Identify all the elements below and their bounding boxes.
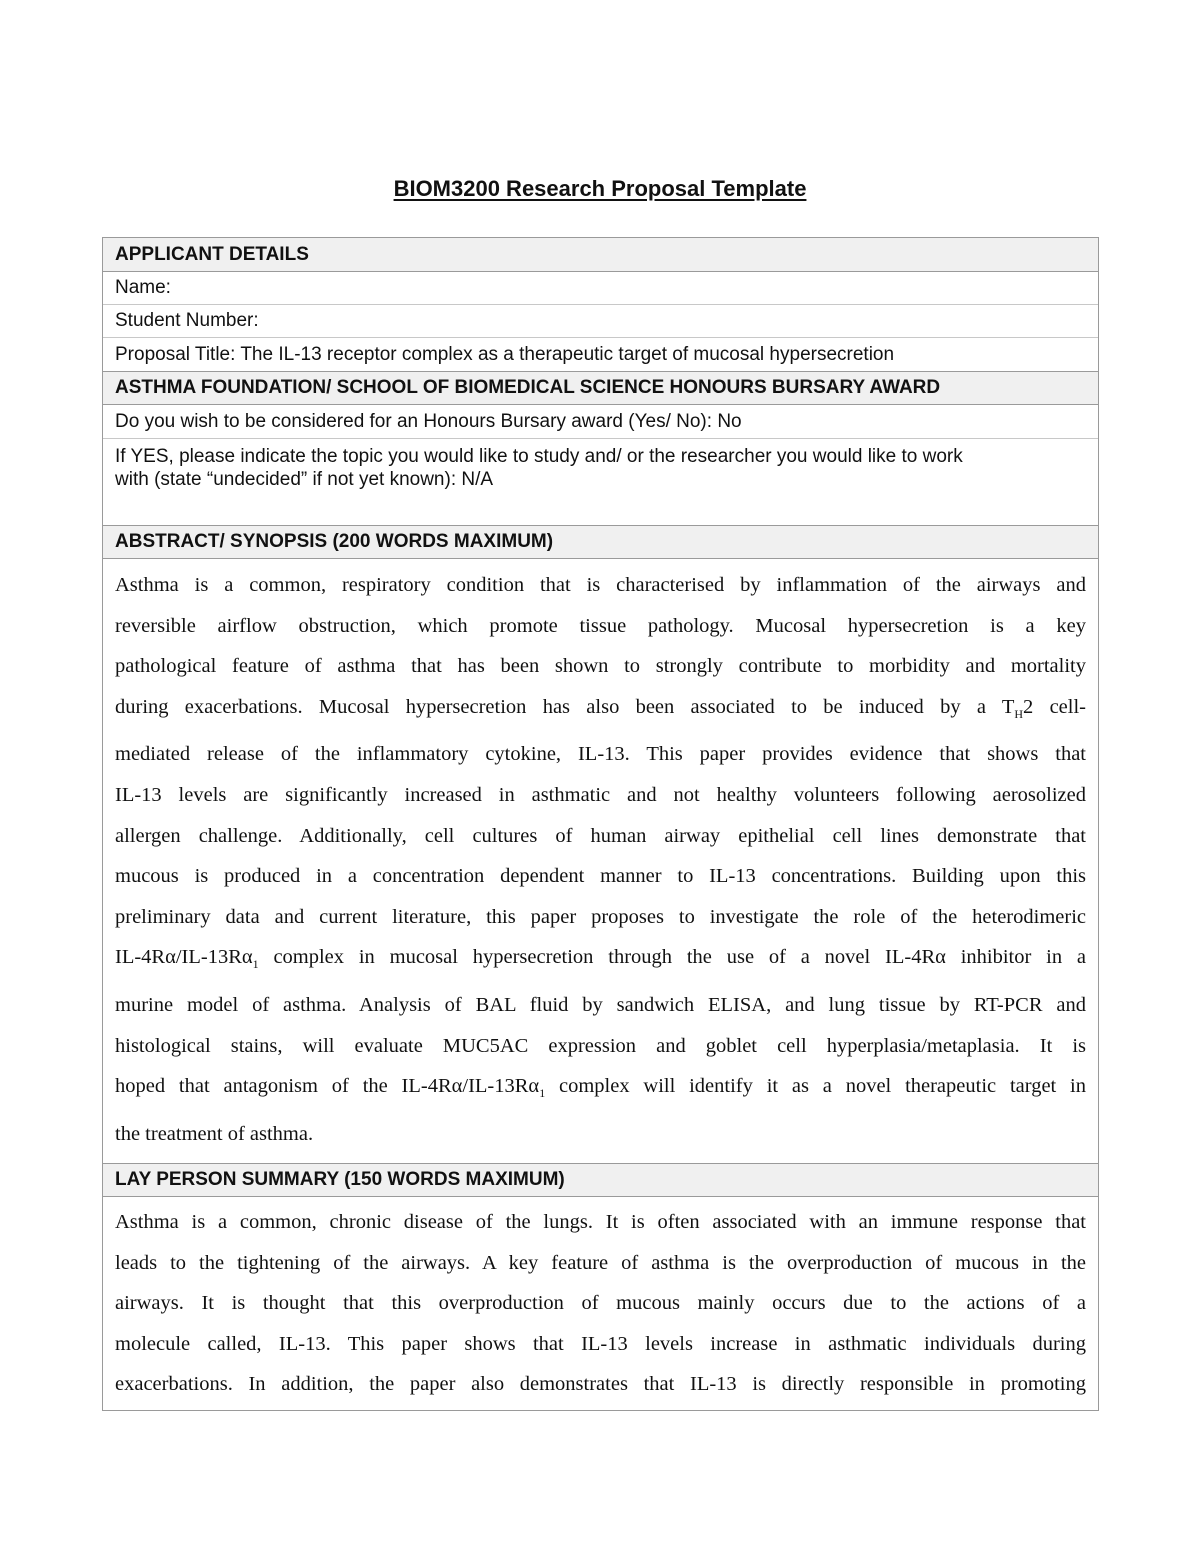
- name-field[interactable]: Name:: [103, 272, 1098, 305]
- abstract-line: reversible airflow obstruction, which promote tissue pathology. Mucosal hypersecretion is a key: [115, 614, 1086, 637]
- subscript: 1: [252, 957, 259, 972]
- lay-summary-line: exacerbations. In addition, the paper also demonstrates that IL-13 is directly responsible in promoting: [115, 1373, 1086, 1396]
- abstract-line: IL-13 levels are significantly increased in asthmatic and not healthy volunteers following aerosolized: [115, 784, 1086, 807]
- subscript: 1: [539, 1086, 546, 1101]
- abstract-line-text: IL-4Rα/IL-13Rα: [115, 946, 253, 969]
- bursary-header: ASTHMA FOUNDATION/ SCHOOL OF BIOMEDICAL SCIENCE HONOURS BURSARY AWARD: [103, 371, 1098, 405]
- proposal-title-field[interactable]: Proposal Title: The IL-13 receptor complex as a therapeutic target of mucosal hypersecretion: [115, 343, 895, 365]
- applicant-details-header: APPLICANT DETAILS: [103, 238, 1098, 272]
- bursary-topic-field[interactable]: [103, 439, 1098, 525]
- abstract-line: [115, 1066, 1086, 1114]
- abstract-line: pathological feature of asthma that has been shown to strongly contribute to morbidity and mortality: [115, 655, 1086, 678]
- lay-summary-line: Asthma is a common, chronic disease of the lungs. It is often associated with an immune response that: [115, 1211, 1086, 1233]
- lay-summary-header: LAY PERSON SUMMARY (150 WORDS MAXIMUM): [103, 1163, 1098, 1197]
- abstract-line-text: during exacerbations. Mucosal hypersecretion has also been associated to be induced by a T: [115, 695, 1015, 718]
- abstract-line: Asthma is a common, respiratory condition that is characterised by inflammation of the airways and: [115, 574, 1086, 596]
- lay-summary-line: airways. It is thought that this overproduction of mucous mainly occurs due to the actions of a: [115, 1292, 1086, 1315]
- lay-summary-line: molecule called, IL-13. This paper shows that IL-13 levels increase in asthmatic individuals during: [115, 1332, 1086, 1355]
- abstract-line: histological stains, will evaluate MUC5AC expression and goblet cell hyperplasia/metaplasia. It is: [115, 1034, 1086, 1057]
- abstract-line-tail: 2 cell-: [1023, 695, 1086, 718]
- abstract-line: the treatment of asthma.: [115, 1123, 314, 1145]
- abstract-line: [115, 937, 1086, 985]
- bursary-question-field[interactable]: Do you wish to be considered for an Honours Bursary award (Yes/ No): No: [103, 405, 1098, 439]
- abstract-line: murine model of asthma. Analysis of BAL fluid by sandwich ELISA, and lung tissue by RT-PCR and: [115, 994, 1086, 1017]
- lay-summary-text[interactable]: [103, 1202, 1098, 1411]
- bursary-topic-line-2: with (state “undecided” if not yet known): N/A: [115, 469, 494, 490]
- abstract-line: allergen challenge. Additionally, cell cultures of human airway epithelial cell lines demonstrate that: [115, 824, 1086, 847]
- abstract-line-tail: complex in mucosal hypersecretion through the use of a novel IL-4Rα inhibitor in a: [258, 946, 1086, 969]
- abstract-line: mucous is produced in a concentration dependent manner to IL-13 concentrations. Building upon this: [115, 865, 1086, 888]
- abstract-line: [115, 687, 1086, 735]
- student-number-field[interactable]: Student Number:: [103, 305, 1098, 338]
- bursary-topic-line-1: If YES, please indicate the topic you would like to study and/ or the researcher you would like to work: [115, 446, 963, 467]
- abstract-line: mediated release of the inflammatory cytokine, IL-13. This paper provides evidence that shows that: [115, 743, 1086, 766]
- abstract-line-tail: complex will identify it as a novel therapeutic target in: [545, 1075, 1086, 1098]
- proposal-form: [102, 237, 1099, 1411]
- abstract-header: ABSTRACT/ SYNOPSIS (200 WORDS MAXIMUM): [103, 525, 1098, 559]
- abstract-line: preliminary data and current literature, this paper proposes to investigate the role of the heterodimeric: [115, 905, 1086, 928]
- page-title: BIOM3200 Research Proposal Template: [393, 176, 807, 201]
- abstract-line-text: hoped that antagonism of the IL-4Rα/IL-13Rα: [115, 1075, 540, 1098]
- subscript: H: [1014, 706, 1024, 721]
- abstract-text[interactable]: [103, 565, 1098, 1163]
- lay-summary-line: leads to the tightening of the airways. A key feature of asthma is the overproduction of mucous in the: [115, 1251, 1086, 1274]
